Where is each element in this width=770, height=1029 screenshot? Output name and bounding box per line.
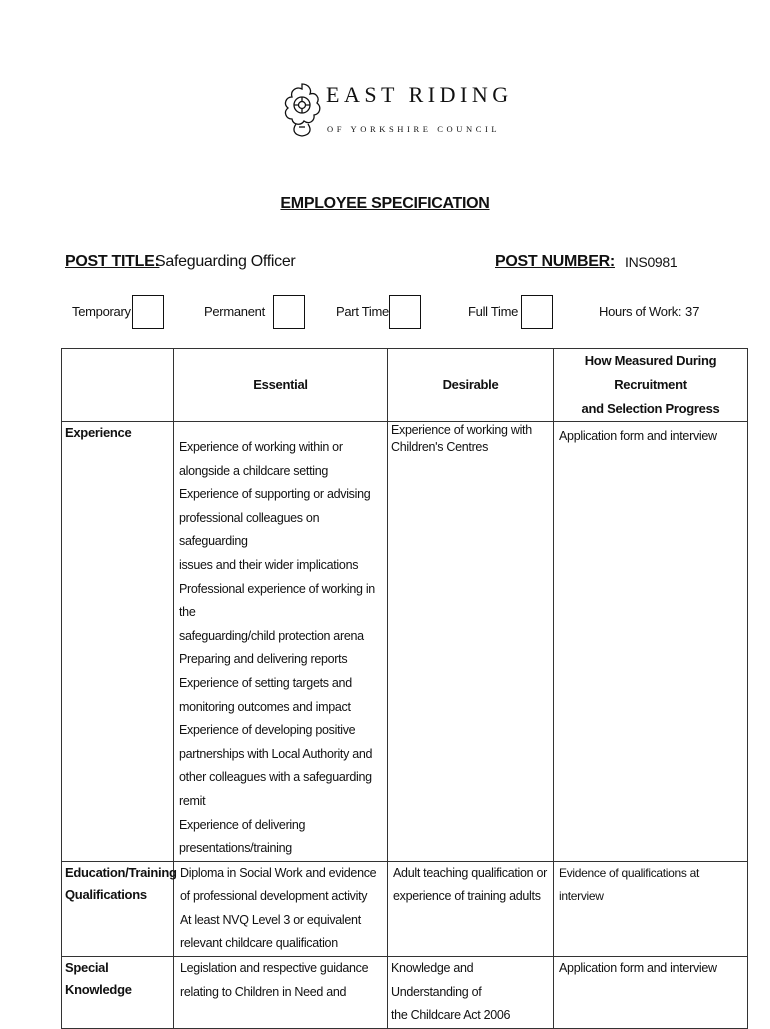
part-time-checkbox[interactable] [389, 295, 421, 329]
table-row-experience [62, 422, 748, 862]
table-row-education [62, 861, 748, 956]
desirable-special-knowledge [388, 957, 554, 1029]
list-item: At least NVQ Level 3 or equivalent [180, 912, 361, 927]
essential-special-knowledge [174, 957, 388, 1029]
criteria-label: Education/Training [65, 864, 177, 880]
criteria-label: Qualifications [65, 886, 147, 902]
list-item: Diploma in Social Work and evidence [180, 865, 377, 880]
list-item: Application form and interview [559, 429, 717, 443]
list-item: Experience of working with [391, 423, 532, 437]
temporary-label: Temporary [72, 304, 131, 319]
list-item: Professional experience of working in the [179, 581, 375, 620]
criteria-label: Special Knowledge [65, 960, 132, 998]
list-item: presentations/training [179, 841, 292, 856]
desirable-education [388, 861, 554, 956]
header-how-measured-line: Recruitment [614, 377, 687, 392]
post-title-value: Safeguarding Officer [155, 253, 296, 270]
full-time-checkbox[interactable] [521, 295, 553, 329]
list-item: Preparing and delivering reports [179, 652, 348, 667]
list-item: Knowledge and Understanding of [391, 961, 482, 999]
full-time-label: Full Time [468, 304, 519, 319]
header-criteria-cell [62, 349, 174, 422]
header-how-measured [554, 349, 748, 422]
council-logo-subtitle: OF YORKSHIRE COUNCIL [327, 124, 501, 134]
table-header-row [62, 349, 748, 422]
list-item: Evidence of qualifications at interview [559, 865, 700, 904]
permanent-checkbox[interactable] [273, 295, 305, 329]
list-item: alongside a childcare setting [179, 463, 329, 478]
table-row-special-knowledge [62, 957, 748, 1029]
post-title-label: POST TITLE: [65, 253, 160, 270]
list-item: Adult teaching qualification or [393, 865, 547, 880]
list-item: Experience of delivering [179, 817, 306, 832]
list-item: partnerships with Local Authority and [179, 746, 373, 761]
header-essential: Essential [174, 349, 388, 422]
list-item: Application form and interview [559, 961, 717, 976]
council-rose-emblem-icon [282, 80, 322, 138]
council-logo-name: EAST RIDING [326, 82, 513, 107]
essential-experience [174, 422, 388, 862]
criteria-experience [62, 422, 174, 862]
list-item: Experience of setting targets and [179, 675, 352, 690]
criteria-label: Experience [65, 425, 132, 440]
hours-of-work-label: Hours of Work: [599, 304, 682, 319]
list-item: other colleagues with a safeguarding remit [179, 770, 372, 808]
list-item: Experience of supporting or advising [179, 487, 371, 502]
how-measured-special-knowledge [554, 957, 748, 1029]
list-item: Experience of developing positive [179, 723, 356, 738]
list-item: issues and their wider implications [179, 557, 359, 572]
part-time-label: Part Time [336, 304, 389, 319]
list-item: Children's Centres [391, 440, 489, 454]
list-item: Legislation and respective guidance [180, 961, 369, 976]
list-item: of professional development activity [180, 889, 368, 904]
list-item: Experience of working within or [179, 440, 343, 454]
header-how-measured-line: How Measured During [584, 353, 717, 368]
how-measured-education [554, 861, 748, 956]
header-how-measured-line: and Selection Progress [581, 401, 720, 416]
essential-education [174, 861, 388, 956]
post-number-value: INS0981 [625, 254, 678, 270]
list-item: professional colleagues on safeguarding [179, 510, 320, 549]
list-item: relevant childcare qualification [180, 936, 338, 951]
list-item: safeguarding/child protection arena [179, 628, 364, 643]
criteria-special-knowledge [62, 957, 174, 1029]
list-item: the Childcare Act 2006 [391, 1008, 511, 1023]
list-item: experience of training adults [393, 889, 541, 904]
list-item: monitoring outcomes and impact [179, 699, 351, 714]
hours-of-work-value: 37 [685, 304, 700, 319]
document-title: EMPLOYEE SPECIFICATION [280, 195, 490, 212]
specification-table [61, 348, 748, 1029]
temporary-checkbox[interactable] [132, 295, 164, 329]
desirable-experience [388, 422, 554, 862]
criteria-education [62, 861, 177, 956]
how-measured-experience [554, 422, 748, 862]
post-number-label: POST NUMBER: [495, 253, 615, 270]
header-desirable: Desirable [388, 349, 554, 422]
list-item: relating to Children in Need and [180, 984, 347, 999]
permanent-label: Permanent [204, 304, 265, 319]
